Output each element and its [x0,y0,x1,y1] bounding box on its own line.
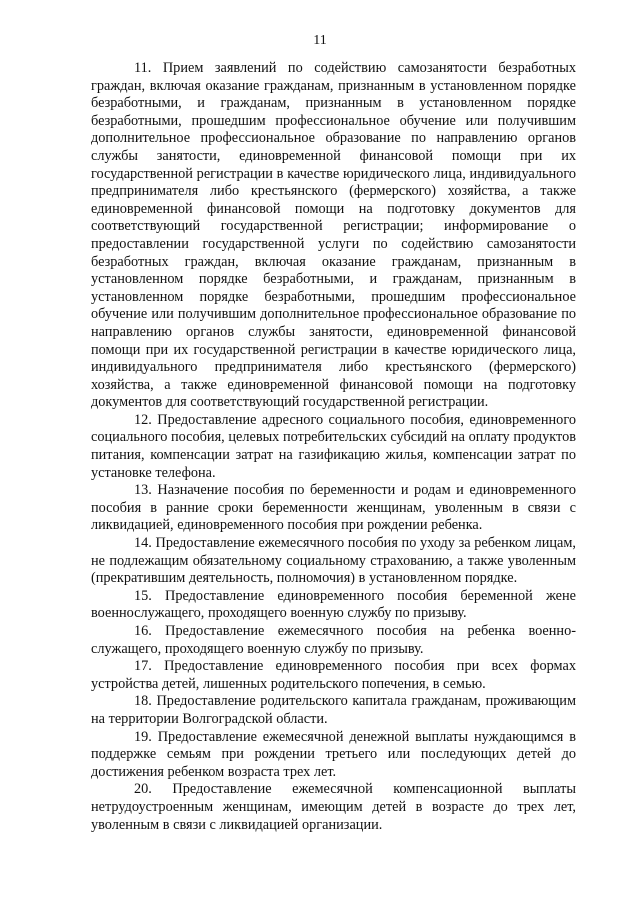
paragraph-item-17: 17. Предоставление единовременного пособия при всех формах устройства детей, лишенных родительского попечения, в семью. [91,658,576,692]
page-number: 11 [313,33,327,48]
paragraph-item-11: 11. Прием заявлений по содействию самозанятости безработных граждан, включая оказание гражданам, признанным в установленном порядке безработными, и гражданам, признанным в установленном порядке безработными, прошедшим профессиональное обучение или получившим дополнительное профессиональное образование по направлению органов службы занятости, единовременной финансовой помощи при их государственной регистрации в качестве юридического лица, индивидуального предпринимателя либо крестьянского (фермерского) хозяйства, а также единовременной финансовой помощи на подготовку документов для соответствующий государственной регистрации; информирование о предоставлении государственной услуги по содействию самозанятости безработных граждан, включая оказание гражданам, признанным в установленном порядке безработными, и гражданам, признанным в установленном порядке безработными, прошедшим профессиональное обучение или получившим дополнительное профессиональное образование по направлению органов службы занятости, единовременной финансовой помощи при их государственной регистрации в качестве юридического лица, индивидуального предпринимателя либо крестьянского (фермерского) хозяйства, а также единовременной финансовой помощи на подготовку документов для соответствующий государственной регистрации. [91,60,576,411]
document-body [91,60,576,834]
paragraph-item-13: 13. Назначение пособия по беременности и родам и единовременного пособия в ранние сроки беременности женщинам, уволенным в связи с ликвидацией, единовременного пособия при рождении ребенка. [91,482,576,534]
paragraph-item-12: 12. Предоставление адресного социального пособия, единовременного социального пособия, целевых потребительских субсидий на оплату продуктов питания, компенсации затрат на газификацию жилья, компенсации затрат по установке телефона. [91,411,576,481]
paragraph-item-15: 15. Предоставление единовременного пособия беременной жене военнослужащего, проходящего военную службу по призыву. [91,587,576,622]
paragraph-item-14: 14. Предоставление ежемесячного пособия по уходу за ребенком лицам, не подлежащим обязательному социальному страхованию, а также уволенным (прекратившим деятельность, полномочия) в установленном порядке. [91,535,576,587]
paragraph-item-20: 20. Предоставление ежемесячной компенсационной выплаты нетрудоустроенным женщинам, имеющим детей в возрасте до трех лет, уволенным в связи с ликвидацией организации. [91,781,576,833]
paragraph-item-18: 18. Предоставление родительского капитала гражданам, проживающим на территории Волгоградской области. [91,693,576,727]
paragraph-item-19: 19. Предоставление ежемесячной денежной выплаты нуждающимся в поддержке семьям при рождении третьего или последующих детей до достижения ребенком возраста трех лет. [91,728,576,780]
paragraph-item-16: 16. Предоставление ежемесячного пособия на ребенка военнослужащего, проходящего военную службу по призыву. [91,623,576,657]
